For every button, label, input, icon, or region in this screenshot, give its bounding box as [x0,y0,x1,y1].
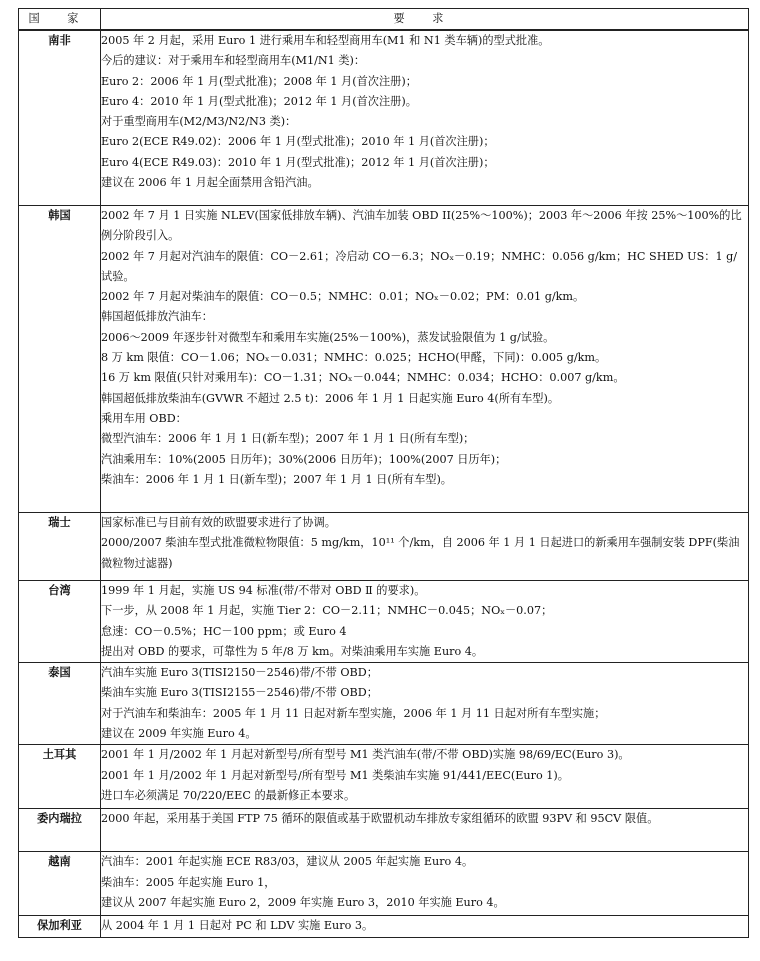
table-row-bulgaria [19,916,749,937]
requirement-cell [101,30,749,206]
requirement-line: 韩国超低排放柴油车(GVWR 不超过 2.5 t)：2006 年 1 月 1 日起实施 Euro 4(所有车型)。 [101,391,560,405]
requirement-line: Euro 4(ECE R49.03)：2010 年 1 月(型式批准)；2012 年 1 月(首次注册)； [101,155,495,169]
requirement-line: 怠速：CO－0.5%；HC－100 ppm；或 Euro 4 [101,624,347,638]
requirement-cell [101,852,749,916]
requirement-line: Euro 4：2010 年 1 月(型式批准)；2012 年 1 月(首次注册)。 [101,94,417,108]
requirement-line: 2002 年 7 月起对柴油车的限值：CO－0.5；NMHC：0.01；NOₓ－0.02；PM：0.01 g/km。 [101,290,585,304]
country-cell: 越南 [19,852,101,916]
country-cell: 南非 [19,30,101,206]
requirement-line: 乘用车用 OBD： [101,411,187,425]
requirement-line: 汽油车：2001 年起实施 ECE R83/03，建议从 2005 年起实施 Euro 4。 [101,855,474,869]
requirement-line: 汽油车实施 Euro 3(TISI2150－2546)带/不带 OBD； [101,666,378,680]
table-row-korea [19,206,749,513]
requirement-line: 建议从 2007 年起实施 Euro 2，2009 年实施 Euro 3，2010 年实施 Euro 4。 [101,895,505,909]
table-header-row [19,9,749,31]
table-row-vietnam [19,852,749,916]
country-cell: 委内瑞拉 [19,809,101,852]
header-requirement: 要 求 [101,9,749,31]
table-row-turkey [19,745,749,809]
requirement-line: 建议在 2006 年 1 月起全面禁用含铅汽油。 [101,176,319,190]
requirement-line: Euro 2：2006 年 1 月(型式批准)；2008 年 1 月(首次注册)； [101,74,417,88]
table-row-switzerland [19,513,749,581]
requirement-line: 2002 年 7 月起对汽油车的限值：CO－2.61；冷启动 CO－6.3；NOₓ－0.19；NMHC：0.056 g/km；HC SHED US：1 g/试验。 [101,249,738,283]
requirement-line: 2000 年起，采用基于美国 FTP 75 循环的限值或基于欧盟机动车排放专家组循环的欧盟 93PV 和 95CV 限值。 [101,812,659,826]
requirement-line: 16 万 km 限值(只针对乘用车)：CO－1.31；NOₓ－0.044；NMHC：0.034；HCHO：0.007 g/km。 [101,371,625,385]
requirement-cell [101,663,749,745]
requirement-cell [101,513,749,581]
requirement-line: 2001 年 1 月/2002 年 1 月起对新型号/所有型号 M1 类柴油车实施 91/441/EEC(Euro 1)。 [101,768,569,782]
emission-standards-table [18,8,749,938]
requirement-line: 2005 年 2 月起，采用 Euro 1 进行乘用车和轻型商用车(M1 和 N1 类车辆)的型式批准。 [101,34,550,47]
requirement-line: 进口车必须满足 70/220/EEC 的最新修正本要求。 [101,788,356,802]
requirement-line: 汽油乘用车：10%(2005 日历年)；30%(2006 日历年)；100%(2007 日历年)； [101,452,507,466]
country-cell: 保加利亚 [19,916,101,937]
requirement-line: Euro 2(ECE R49.02)：2006 年 1 月(型式批准)；2010 年 1 月(首次注册)； [101,135,495,149]
requirement-line: 柴油车：2006 年 1 月 1 日(新车型)；2007 年 1 月 1 日(所有车型)。 [101,472,452,486]
requirement-cell [101,809,749,852]
table-row-taiwan [19,581,749,663]
requirement-line: 微型汽油车：2006 年 1 月 1 日(新车型)；2007 年 1 月 1 日(所有车型)； [101,432,475,446]
requirement-line: 国家标准已与目前有效的欧盟要求进行了协调。 [101,516,336,529]
requirement-line: 下一步，从 2008 年 1 月起，实施 Tier 2：CO－2.11；NMHC－0.045；NOₓ－0.07； [101,604,553,618]
requirement-line: 8 万 km 限值：CO－1.06；NOₓ－0.031；NMHC：0.025；HCHO(甲醛，下同)：0.005 g/km。 [101,351,607,365]
requirement-line: 2001 年 1 月/2002 年 1 月起对新型号/所有型号 M1 类汽油车(带/不带 OBD)实施 98/69/EC(Euro 3)。 [101,748,630,762]
country-cell: 台湾 [19,581,101,663]
requirement-line: 柴油车：2005 年起实施 Euro 1， [101,875,276,889]
requirement-cell [101,581,749,663]
table-row-south-africa [19,30,749,206]
table-row-venezuela [19,809,749,852]
requirement-line: 对于汽油车和柴油车：2005 年 1 月 11 日起对新车型实施，2006 年 1 月 11 日起对所有车型实施； [101,706,606,720]
requirement-line: 建议在 2009 年实施 Euro 4。 [101,727,257,741]
requirement-line: 1999 年 1 月起，实施 US 94 标准(带/不带对 OBD Ⅱ 的要求)。 [101,584,426,597]
requirement-line: 韩国超低排放汽油车： [101,310,213,324]
requirement-cell [101,916,749,937]
requirement-line: 今后的建议：对于乘用车和轻型商用车(M1/N1 类)： [101,54,366,68]
requirement-line: 从 2004 年 1 月 1 日起对 PC 和 LDV 实施 Euro 3。 [101,919,374,933]
requirement-line: 柴油车实施 Euro 3(TISI2155－2546)带/不带 OBD； [101,686,378,700]
requirement-cell [101,206,749,513]
requirement-line: 提出对 OBD 的要求，可靠性为 5 年/8 万 km。对柴油乘用车实施 Euro 4。 [101,644,484,658]
header-country: 国 家 [19,9,101,31]
requirement-line: 2000/2007 柴油车型式批准微粒物限值：5 mg/km，10¹¹ 个/km，自 2006 年 1 月 1 日起进口的新乘用车强制安装 DPF(柴油微粒物过滤器) [101,536,740,570]
requirement-cell [101,745,749,809]
requirement-line: 2002 年 7 月 1 日实施 NLEV(国家低排放车辆)、汽油车加装 OBD II(25%～100%)；2003 年～2006 年按 25%～100%的比例分阶段引入。 [101,209,742,243]
country-cell: 瑞士 [19,513,101,581]
country-cell: 土耳其 [19,745,101,809]
country-cell: 泰国 [19,663,101,745]
requirement-line: 2006～2009 年逐步针对微型车和乘用车实施(25%－100%)，蒸发试验限值为 1 g/试验。 [101,330,555,344]
table-row-thailand [19,663,749,745]
country-cell: 韩国 [19,206,101,513]
requirement-line: 对于重型商用车(M2/M3/N2/N3 类)： [101,115,297,129]
